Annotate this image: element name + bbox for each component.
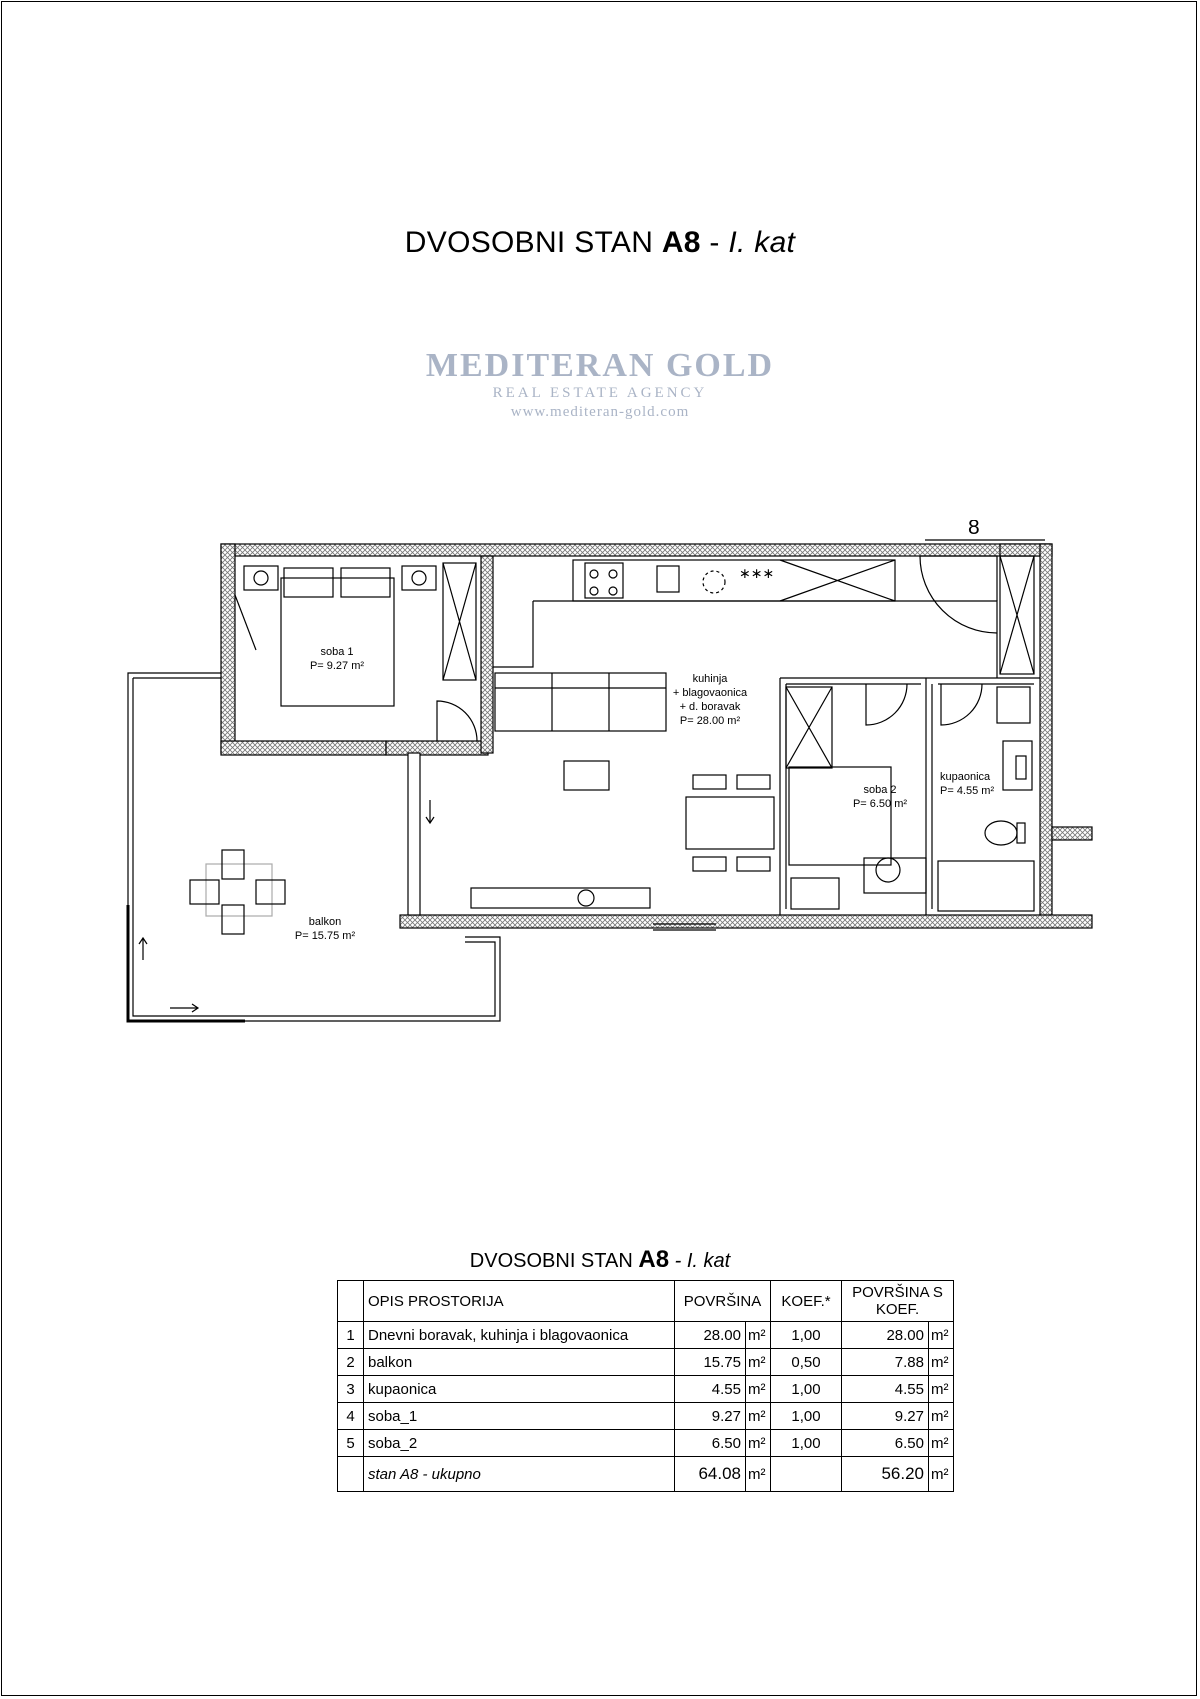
row-koef: 1,00 (771, 1430, 842, 1457)
table-row (338, 1403, 954, 1430)
room-area-soba1: P= 9.27 m² (309, 660, 365, 672)
room-area-balkon: P= 15.75 m² (294, 930, 356, 942)
table-row (338, 1349, 954, 1376)
header-desc: OPIS PROSTORIJA (364, 1281, 675, 1322)
header-area-koef: POVRŠINA S KOEF. (842, 1281, 954, 1322)
logo-url: www.mediteran-gold.com (510, 404, 690, 420)
row-number: 5 (338, 1430, 364, 1457)
row-area: 4.55 (675, 1376, 746, 1403)
table-row (338, 1376, 954, 1403)
header-number (338, 1281, 364, 1322)
row-area-koef-unit: m² (929, 1376, 954, 1403)
total-koef (771, 1457, 842, 1492)
room-label-soba1: soba 1 (320, 646, 354, 658)
title-unit: A8 (661, 226, 701, 259)
row-desc: Dnevni boravak, kuhinja i blagovaonica (364, 1322, 675, 1349)
balcony-railing (128, 673, 500, 1021)
table-title (300, 1246, 900, 1274)
row-koef: 1,00 (771, 1403, 842, 1430)
table-header-row (338, 1281, 954, 1322)
room-label-kupaonica: kupaonica (940, 771, 991, 783)
row-area-koef: 28.00 (842, 1322, 929, 1349)
row-area-koef: 4.55 (842, 1376, 929, 1403)
row-koef: 1,00 (771, 1322, 842, 1349)
table-total-row (338, 1457, 954, 1492)
room-label-boravak: + d. boravak (679, 701, 741, 713)
row-area-unit: m² (746, 1322, 771, 1349)
table-title-unit: A8 (638, 1246, 670, 1273)
row-area-unit: m² (746, 1376, 771, 1403)
table-row (338, 1322, 954, 1349)
title-floor: I. kat (728, 226, 796, 259)
room-label-balkon: balkon (308, 916, 342, 928)
svg-text:∗∗∗: ∗∗∗ (739, 565, 775, 581)
row-desc: soba_2 (364, 1430, 675, 1457)
row-number: 3 (338, 1376, 364, 1403)
row-area-koef: 7.88 (842, 1349, 929, 1376)
row-desc: soba_1 (364, 1403, 675, 1430)
room-area-kupaonica: P= 4.55 m² (940, 785, 995, 797)
row-area: 6.50 (675, 1430, 746, 1457)
area-table (337, 1280, 954, 1492)
row-area-koef: 6.50 (842, 1430, 929, 1457)
table-title-prefix: DVOSOBNI STAN (469, 1250, 633, 1272)
total-number (338, 1457, 364, 1492)
header-area: POVRŠINA (675, 1281, 771, 1322)
title-separator: - (709, 226, 720, 259)
row-koef: 1,00 (771, 1376, 842, 1403)
logo-subtitle: REAL ESTATE AGENCY (492, 385, 708, 401)
page-title (0, 226, 1200, 260)
room-area-kuhinja: P= 28.00 m² (679, 715, 741, 727)
row-area: 15.75 (675, 1349, 746, 1376)
row-area: 28.00 (675, 1322, 746, 1349)
table-row (338, 1430, 954, 1457)
row-area-koef-unit: m² (929, 1349, 954, 1376)
total-area-koef-unit: m² (929, 1457, 954, 1492)
unit-number: 8 (968, 520, 980, 539)
partitions (139, 540, 1045, 1012)
row-area: 9.27 (675, 1403, 746, 1430)
row-koef: 0,50 (771, 1349, 842, 1376)
room-label-soba2: soba 2 (863, 784, 897, 796)
row-area-koef-unit: m² (929, 1403, 954, 1430)
total-desc: stan A8 - ukupno (364, 1457, 675, 1492)
row-desc: balkon (364, 1349, 675, 1376)
row-desc: kupaonica (364, 1376, 675, 1403)
total-area-koef: 56.20 (842, 1457, 929, 1492)
room-area-soba2: P= 6.50 m² (852, 798, 908, 810)
row-number: 2 (338, 1349, 364, 1376)
room-label-blagovaonica: + blagovaonica (672, 687, 748, 699)
row-area-koef-unit: m² (929, 1322, 954, 1349)
row-area-unit: m² (746, 1430, 771, 1457)
row-number: 4 (338, 1403, 364, 1430)
logo-name: MEDITERAN GOLD (425, 347, 775, 384)
total-area-unit: m² (746, 1457, 771, 1492)
row-area-unit: m² (746, 1403, 771, 1430)
header-koef: KOEF.* (771, 1281, 842, 1322)
row-area-koef-unit: m² (929, 1430, 954, 1457)
row-area-unit: m² (746, 1349, 771, 1376)
total-area: 64.08 (675, 1457, 746, 1492)
title-prefix: DVOSOBNI STAN (404, 226, 654, 259)
room-label-kuhinja: kuhinja (692, 673, 728, 685)
row-area-koef: 9.27 (842, 1403, 929, 1430)
agency-logo (300, 348, 900, 422)
row-number: 1 (338, 1322, 364, 1349)
floor-plan (0, 520, 1200, 1040)
table-title-floor: - I. kat (674, 1250, 731, 1272)
